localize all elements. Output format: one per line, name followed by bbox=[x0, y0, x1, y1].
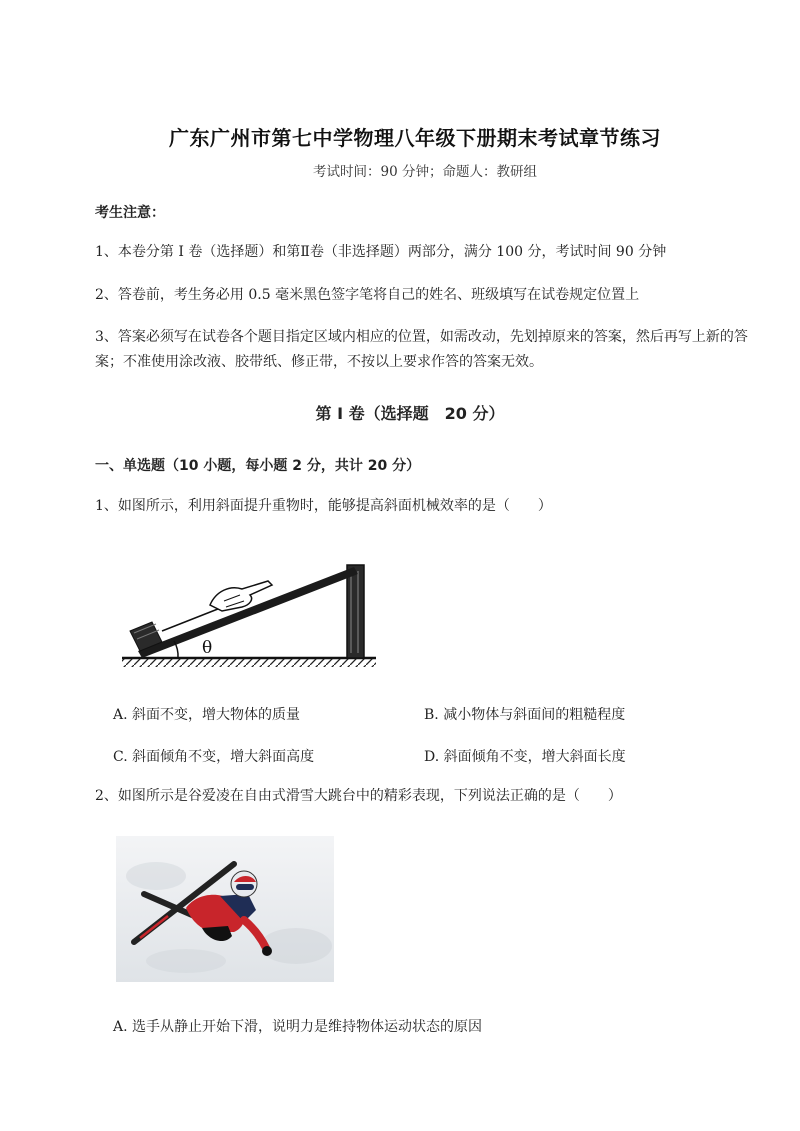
incline-plank bbox=[138, 567, 358, 658]
notice-heading: 考生注意： bbox=[95, 205, 165, 221]
part-title: 一、单选题（10 小题，每小题 2 分，共计 20 分） bbox=[95, 458, 421, 474]
question-stem: 2、如图所示是谷爱凌在自由式滑雪大跳台中的精彩表现，下列说法正确的是（ ） bbox=[95, 788, 622, 804]
notice-item: 1、本卷分第 I 卷（选择题）和第Ⅱ卷（非选择题）两部分，满分 100 分，考试时间 90 分钟 bbox=[95, 244, 667, 260]
ground-hatching bbox=[122, 658, 376, 667]
skier-photo bbox=[116, 836, 334, 982]
question-stem: 1、如图所示，利用斜面提升重物时，能够提高斜面机械效率的是（ ） bbox=[95, 498, 552, 514]
notice-item: 3、答案必须写在试卷各个题目指定区域内相应的位置，如需改动，先划掉原来的答案，然后再写上新的答案；不准使用涂改液、胶带纸、修正带，不按以上要求作答的答案无效。 bbox=[95, 329, 748, 370]
incline-figure bbox=[118, 545, 380, 675]
option-b[interactable]: B. 减小物体与斜面间的粗糙程度 bbox=[424, 707, 626, 723]
option-a[interactable]: A. 选手从静止开始下滑，说明力是维持物体运动状态的原因 bbox=[113, 1019, 483, 1035]
option-c[interactable]: C. 斜面倾角不变，增大斜面高度 bbox=[113, 749, 315, 765]
support-column bbox=[347, 565, 364, 658]
section-title: 第 I 卷（选择题 20 分） bbox=[315, 404, 505, 423]
glove bbox=[262, 946, 272, 956]
exam-info: 考试时间：90 分钟；命题人：教研组 bbox=[313, 164, 537, 180]
page-title: 广东广州市第七中学物理八年级下册期末考试章节练习 bbox=[169, 126, 661, 150]
goggles bbox=[236, 884, 254, 890]
notice-item: 2、答卷前，考生务必用 0.5 毫米黑色签字笔将自己的姓名、班级填写在试卷规定位置上 bbox=[95, 287, 640, 303]
angle-label: θ bbox=[202, 638, 213, 658]
option-d[interactable]: D. 斜面倾角不变，增大斜面长度 bbox=[424, 749, 626, 765]
option-a[interactable]: A. 斜面不变，增大物体的质量 bbox=[113, 707, 301, 723]
